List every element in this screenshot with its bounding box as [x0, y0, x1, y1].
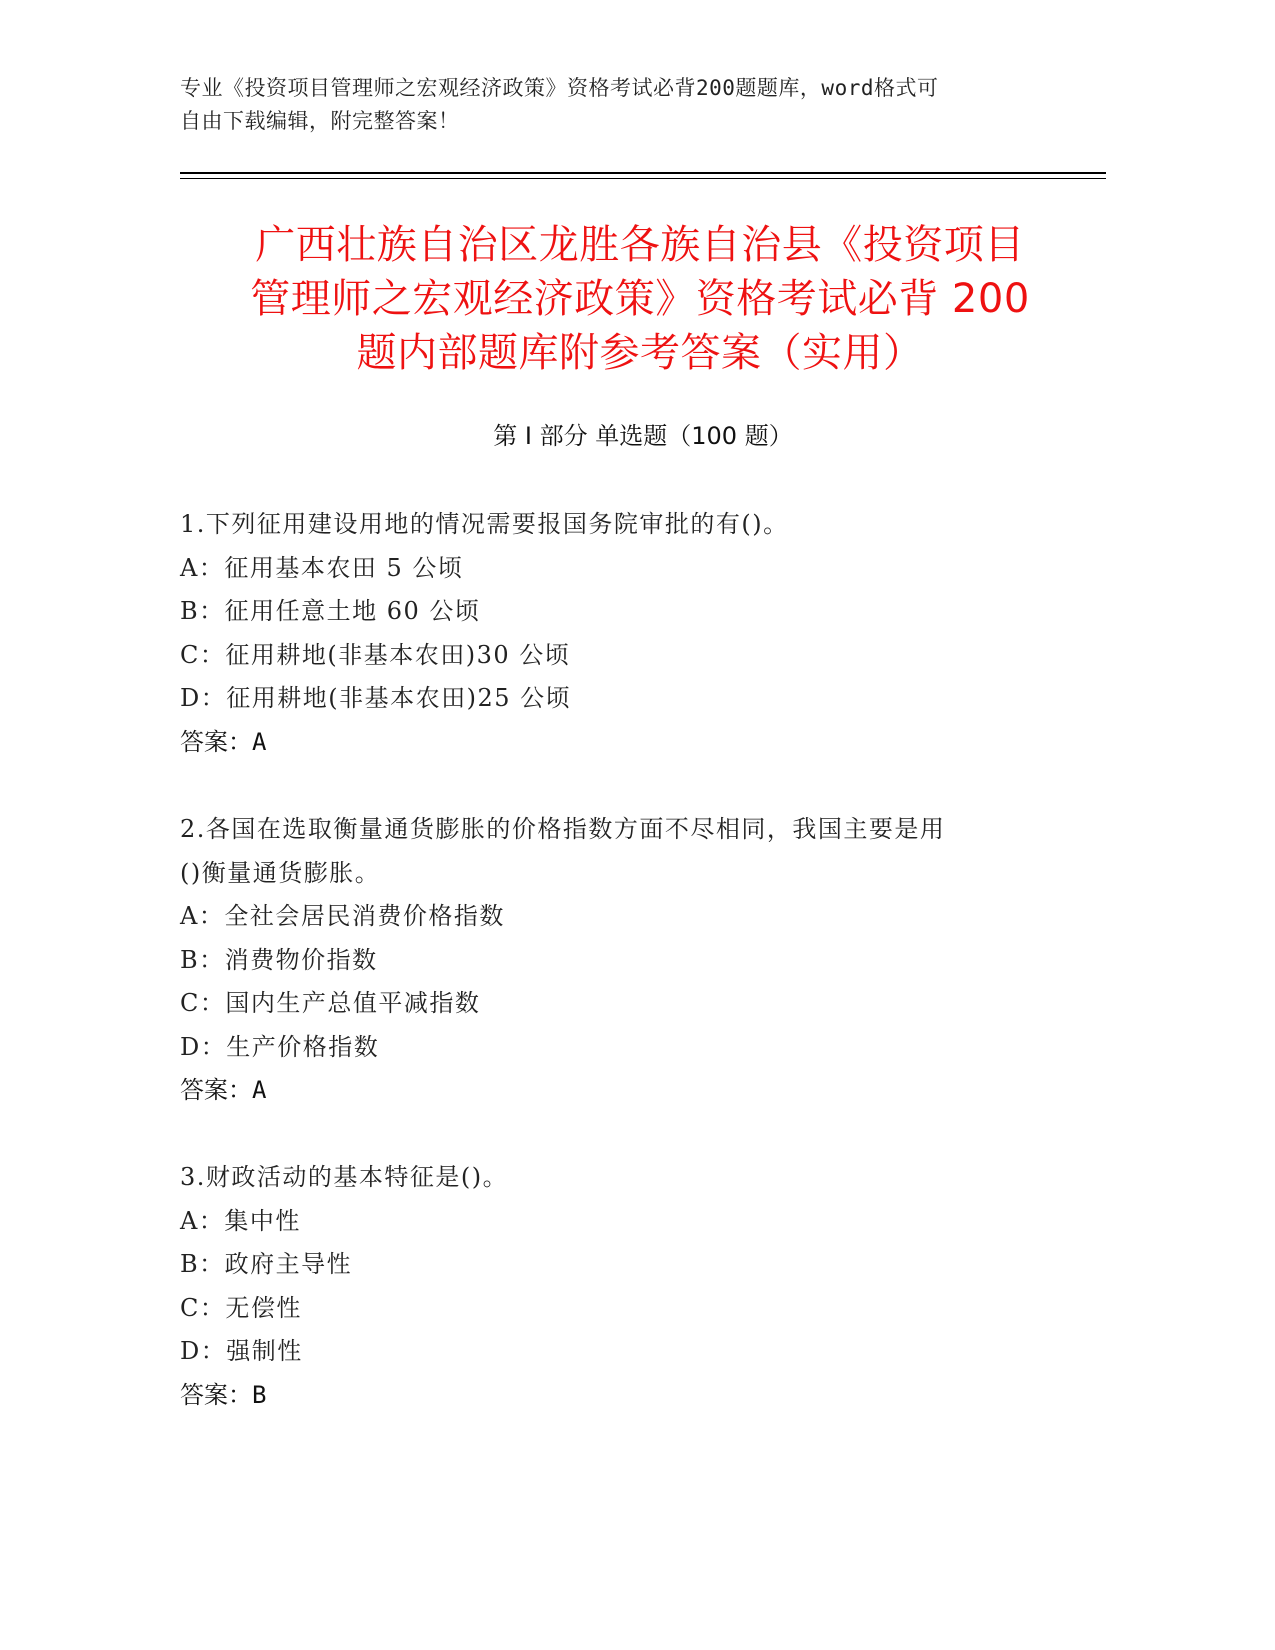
- section-title: 第 I 部分 单选题（100 题）: [493, 422, 793, 450]
- question-1: [180, 503, 1040, 764]
- question-3: [180, 1156, 1040, 1417]
- document-title-line-1: 广西壮族自治区龙胜各族自治县《投资项目: [255, 222, 1025, 268]
- option-c: C：国内生产总值平减指数: [180, 989, 481, 1017]
- header-note: [180, 72, 1040, 138]
- answer-line: [180, 1069, 1040, 1113]
- option-b: B：征用任意土地 60 公顷: [180, 597, 481, 625]
- answer-label: 答案：: [180, 1076, 252, 1104]
- option-a: A：征用基本农田 5 公顷: [180, 553, 464, 582]
- question-stem: 1.下列征用建设用地的情况需要报国务院审批的有()。: [180, 510, 789, 538]
- answer-value: B: [252, 1380, 267, 1409]
- option-d: D：征用耕地(非基本农田)25 公顷: [180, 684, 572, 712]
- header-divider-thin: [180, 178, 1106, 179]
- document-title: [190, 218, 1090, 380]
- option-c: C：征用耕地(非基本农田)30 公顷: [180, 640, 571, 669]
- answer-label: 答案：: [180, 1380, 252, 1409]
- option-a: A：集中性: [180, 1206, 301, 1235]
- answer-line: [180, 721, 1040, 765]
- header-note-line-1: 专业《投资项目管理师之宏观经济政策》资格考试必背200题题库，word格式可: [180, 76, 939, 100]
- option-b: B：消费物价指数: [180, 945, 378, 974]
- question-stem-line-2: ()衡量通货膨胀。: [180, 858, 381, 887]
- document-title-line-3: 题内部题库附参考答案（实用）: [356, 330, 924, 376]
- question-stem: 3.财政活动的基本特征是()。: [180, 1163, 509, 1191]
- answer-value: A: [252, 727, 267, 756]
- question-stem-line-1: 2.各国在选取衡量通货膨胀的价格指数方面不尽相同，我国主要是用: [180, 815, 946, 843]
- answer-label: 答案：: [180, 727, 252, 756]
- header-divider-thick: [180, 172, 1106, 174]
- header-note-line-2: 自由下载编辑，附完整答案！: [180, 109, 460, 133]
- answer-line: [180, 1374, 1040, 1418]
- document-title-line-2: 管理师之宏观经济政策》资格考试必背 200: [250, 276, 1030, 322]
- option-a: A：全社会居民消费价格指数: [180, 902, 505, 930]
- option-b: B：政府主导性: [180, 1250, 353, 1278]
- option-d: D：生产价格指数: [180, 1032, 380, 1061]
- option-d: D：强制性: [180, 1337, 303, 1365]
- question-2: [180, 808, 1040, 1113]
- option-c: C：无偿性: [180, 1293, 302, 1322]
- answer-value: A: [252, 1076, 267, 1104]
